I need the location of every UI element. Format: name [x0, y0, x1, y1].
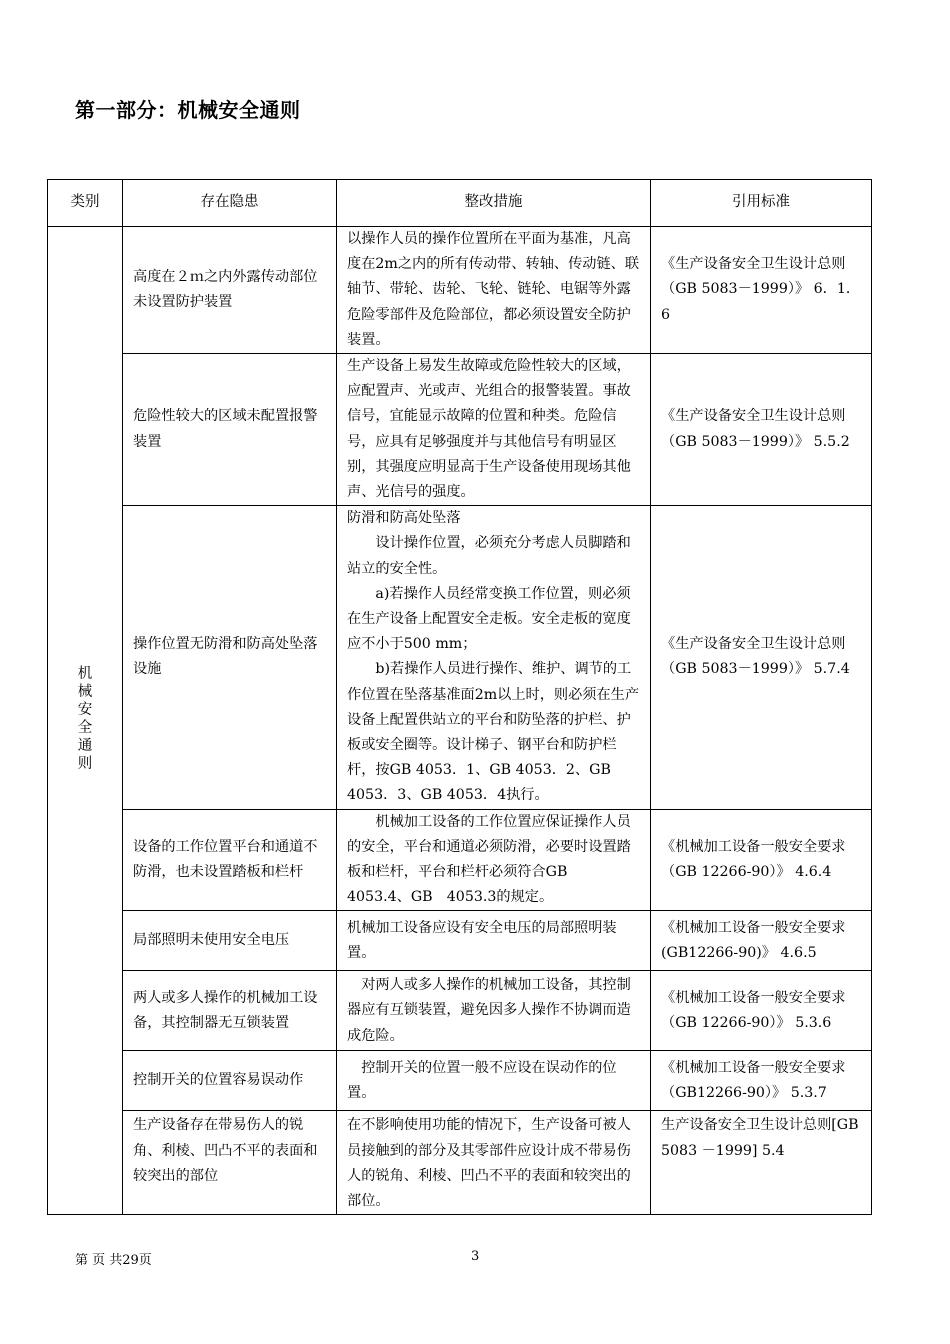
- reference-cell: 《机械加工设备一般安全要求(GB12266-90)》 4.6.5: [651, 911, 872, 971]
- measure-line: a)若操作人员经常变换工作位置，则必须在生产设备上配置安全走板。安全走板的宽度应不小于500 mm；: [347, 585, 631, 653]
- header-reference: 引用标准: [651, 180, 872, 227]
- measure-text: 对两人或多人操作的机械加工设备，其控制器应有互锁装置，避免因多人操作不协调而造成危险。: [347, 977, 631, 1044]
- hazard-cell: 设备的工作位置平台和通道不防滑，也未设置踏板和栏杆: [123, 809, 337, 911]
- header-category: 类别: [48, 180, 123, 227]
- measure-cell: [337, 1051, 651, 1111]
- reference-cell: 《机械加工设备一般安全要求（GB12266-90）》 5.3.7: [651, 1051, 872, 1111]
- page-title: 第一部分：机械安全通则: [75, 98, 301, 122]
- header-measure: 整改措施: [337, 180, 651, 227]
- measure-line: b)若操作人员进行操作、维护、调节的工作位置在坠落基准面2m以上时，则必须在生产设备上配置供站立的平台和防坠落的护栏、护板或安全圈等。设计梯子、钢平台和防护栏杆，按GB 4053．1、GB 4053．2、GB 4053．3、GB 4053．4执行。: [347, 661, 640, 804]
- header-hazard: 存在隐患: [123, 180, 337, 227]
- table-row: [48, 911, 872, 971]
- measure-cell: 生产设备上易发生故障或危险性较大的区域，应配置声、光或声、光组合的报警装置。事故信号，宜能显示故障的位置和种类。危险信号，应具有足够强度并与其他信号有明显区别，其强度应明显高于生产设备使用现场其他声、光信号的强度。: [337, 354, 651, 506]
- measure-cell: [337, 809, 651, 911]
- reference-cell: 《机械加工设备一般安全要求（GB 12266-90）》 4.6.4: [651, 809, 872, 911]
- measure-text: 控制开关的位置一般不应设在误动作的位置。: [347, 1059, 617, 1101]
- table-row: [48, 1051, 872, 1111]
- reference-cell: 生产设备安全卫生设计总则[GB 5083 －1999] 5.4: [651, 1111, 872, 1215]
- table-row: [48, 971, 872, 1051]
- reference-cell: 《生产设备安全卫生设计总则（GB 5083－1999）》 5.5.2: [651, 354, 872, 506]
- reference-cell: 《生产设备安全卫生设计总则（GB 5083－1999）》 5.7.4: [651, 506, 872, 809]
- table-row: [48, 809, 872, 911]
- category-label: 机械安全通则: [77, 665, 93, 772]
- hazard-cell: 两人或多人操作的机械加工设备，其控制器无互锁装置: [123, 971, 337, 1051]
- hazard-cell: 生产设备存在带易伤人的锐角、利棱、凹凸不平的表面和较突出的部位: [123, 1111, 337, 1215]
- hazard-cell: 高度在２ｍ之内外露传动部位未设置防护装置: [123, 227, 337, 354]
- measure-cell: 机械加工设备应设有安全电压的局部照明装置。: [337, 911, 651, 971]
- hazard-cell: 操作位置无防滑和防高处坠落设施: [123, 506, 337, 809]
- table-row: [48, 227, 872, 354]
- reference-cell: 《生产设备安全卫生设计总则（GB 5083－1999）》 6．1．6: [651, 227, 872, 354]
- measure-text: 机械加工设备的工作位置应保证操作人员的安全，平台和通道必须防滑，必要时设置踏板和栏杆，平台和栏杆必须符合GB 4053.4、GB 4053.3的规定。: [347, 813, 631, 906]
- hazard-table: [47, 179, 872, 1215]
- measure-cell: [337, 971, 651, 1051]
- hazard-cell: 危险性较大的区域未配置报警装置: [123, 354, 337, 506]
- table-row: [48, 1111, 872, 1215]
- measure-cell: [337, 506, 651, 809]
- table-header-row: [48, 180, 872, 227]
- measure-line: 设计操作位置，必须充分考虑人员脚踏和站立的安全性。: [347, 535, 631, 577]
- table-row: [48, 354, 872, 506]
- category-cell: [48, 227, 123, 1215]
- measure-line: 防滑和防高处坠落: [347, 510, 461, 527]
- reference-cell: 《机械加工设备一般安全要求（GB 12266-90）》 5.3.6: [651, 971, 872, 1051]
- footer-page-number: 3: [471, 1249, 480, 1264]
- measure-cell: 在不影响使用功能的情况下，生产设备可被人员接触到的部分及其零部件应设计成不带易伤人的锐角、利棱、凹凸不平的表面和较突出的部位。: [337, 1111, 651, 1215]
- hazard-cell: 局部照明未使用安全电压: [123, 911, 337, 971]
- footer-page-info: 第 页 共29页: [75, 1253, 152, 1268]
- table-row: [48, 506, 872, 809]
- hazard-cell: 控制开关的位置容易误动作: [123, 1051, 337, 1111]
- measure-cell: 以操作人员的操作位置所在平面为基准，凡高度在2m之内的所有传动带、转轴、传动链、联轴节、带轮、齿轮、飞轮、链轮、电锯等外露危险零部件及危险部位，都必须设置安全防护装置。: [337, 227, 651, 354]
